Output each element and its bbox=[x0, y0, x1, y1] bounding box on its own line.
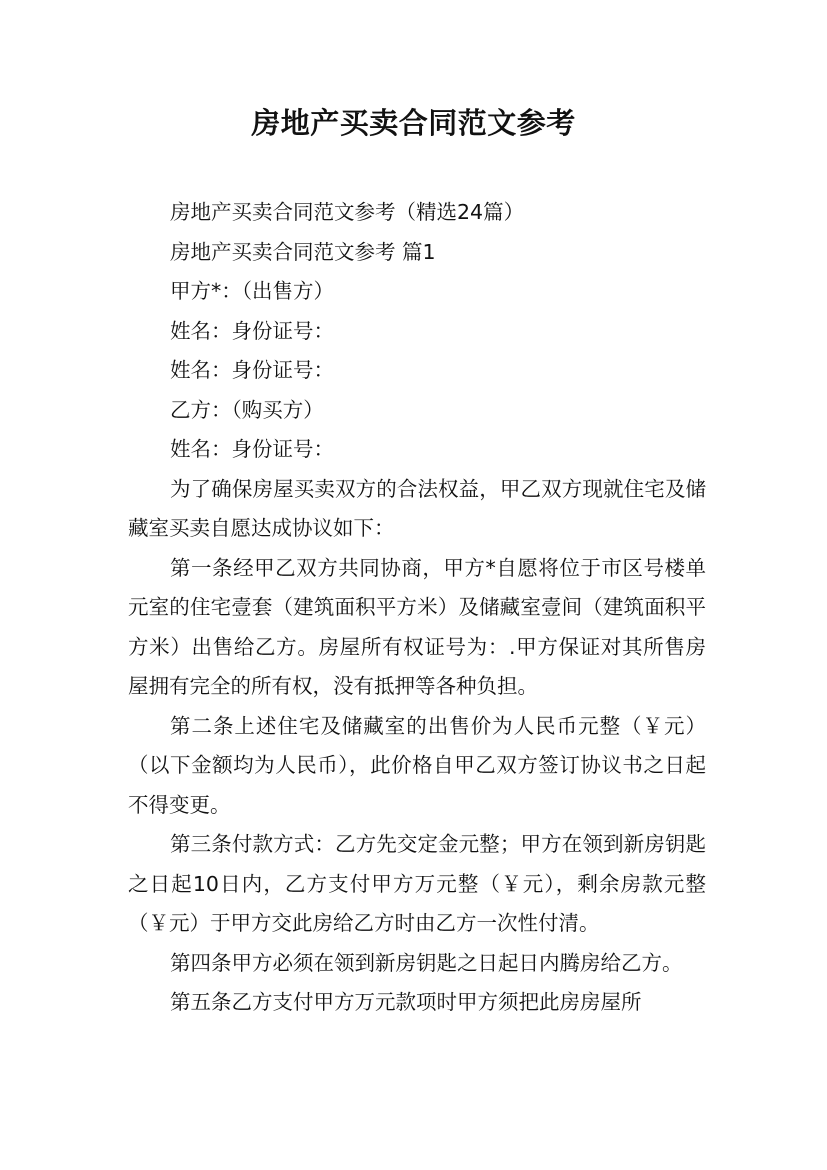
intro-subtitle: 房地产买卖合同范文参考（精选24篇） bbox=[170, 200, 525, 224]
article-4: 第四条甲方必须在领到新房钥匙之日起日内腾房给乙方。 bbox=[170, 950, 683, 975]
document-body bbox=[128, 193, 706, 1023]
document-title: 房地产买卖合同范文参考 bbox=[251, 106, 576, 140]
section-heading: 房地产买卖合同范文参考 篇1 bbox=[170, 239, 436, 264]
article-2: 第二条上述住宅及储藏室的出售价为人民币元整（￥元）（以下金额均为人民币），此价格自甲乙双方签订协议书之日起不得变更。 bbox=[128, 713, 706, 817]
party-a-name-id-2: 姓名：身份证号： bbox=[170, 358, 334, 382]
article-1: 第一条经甲乙双方共同协商，甲方*自愿将位于市区号楼单元室的住宅壹套（建筑面积平方米）及储藏室壹间（建筑面积平方米）出售给乙方。房屋所有权证号为：.甲方保证对其所售房屋拥有完全的所有权，没有抵押等各种负担。 bbox=[128, 555, 706, 698]
agreement-preamble: 为了确保房屋买卖双方的合法权益，甲乙双方现就住宅及储藏室买卖自愿达成协议如下： bbox=[128, 476, 706, 540]
party-a-name-id-1: 姓名：身份证号： bbox=[170, 318, 334, 343]
article-5: 第五条乙方支付甲方万元款项时甲方须把此房房屋所 bbox=[170, 990, 642, 1014]
article-3: 第三条付款方式：乙方先交定金元整；甲方在领到新房钥匙之日起10日内，乙方支付甲方万元整（￥元），剩余房款元整（￥元）于甲方交此房给乙方时由乙方一次性付清。 bbox=[128, 832, 706, 935]
party-b-label: 乙方：（购买方） bbox=[170, 397, 324, 422]
party-b-name-id: 姓名：身份证号： bbox=[170, 437, 334, 461]
party-a-label: 甲方*：（出售方） bbox=[170, 279, 334, 303]
